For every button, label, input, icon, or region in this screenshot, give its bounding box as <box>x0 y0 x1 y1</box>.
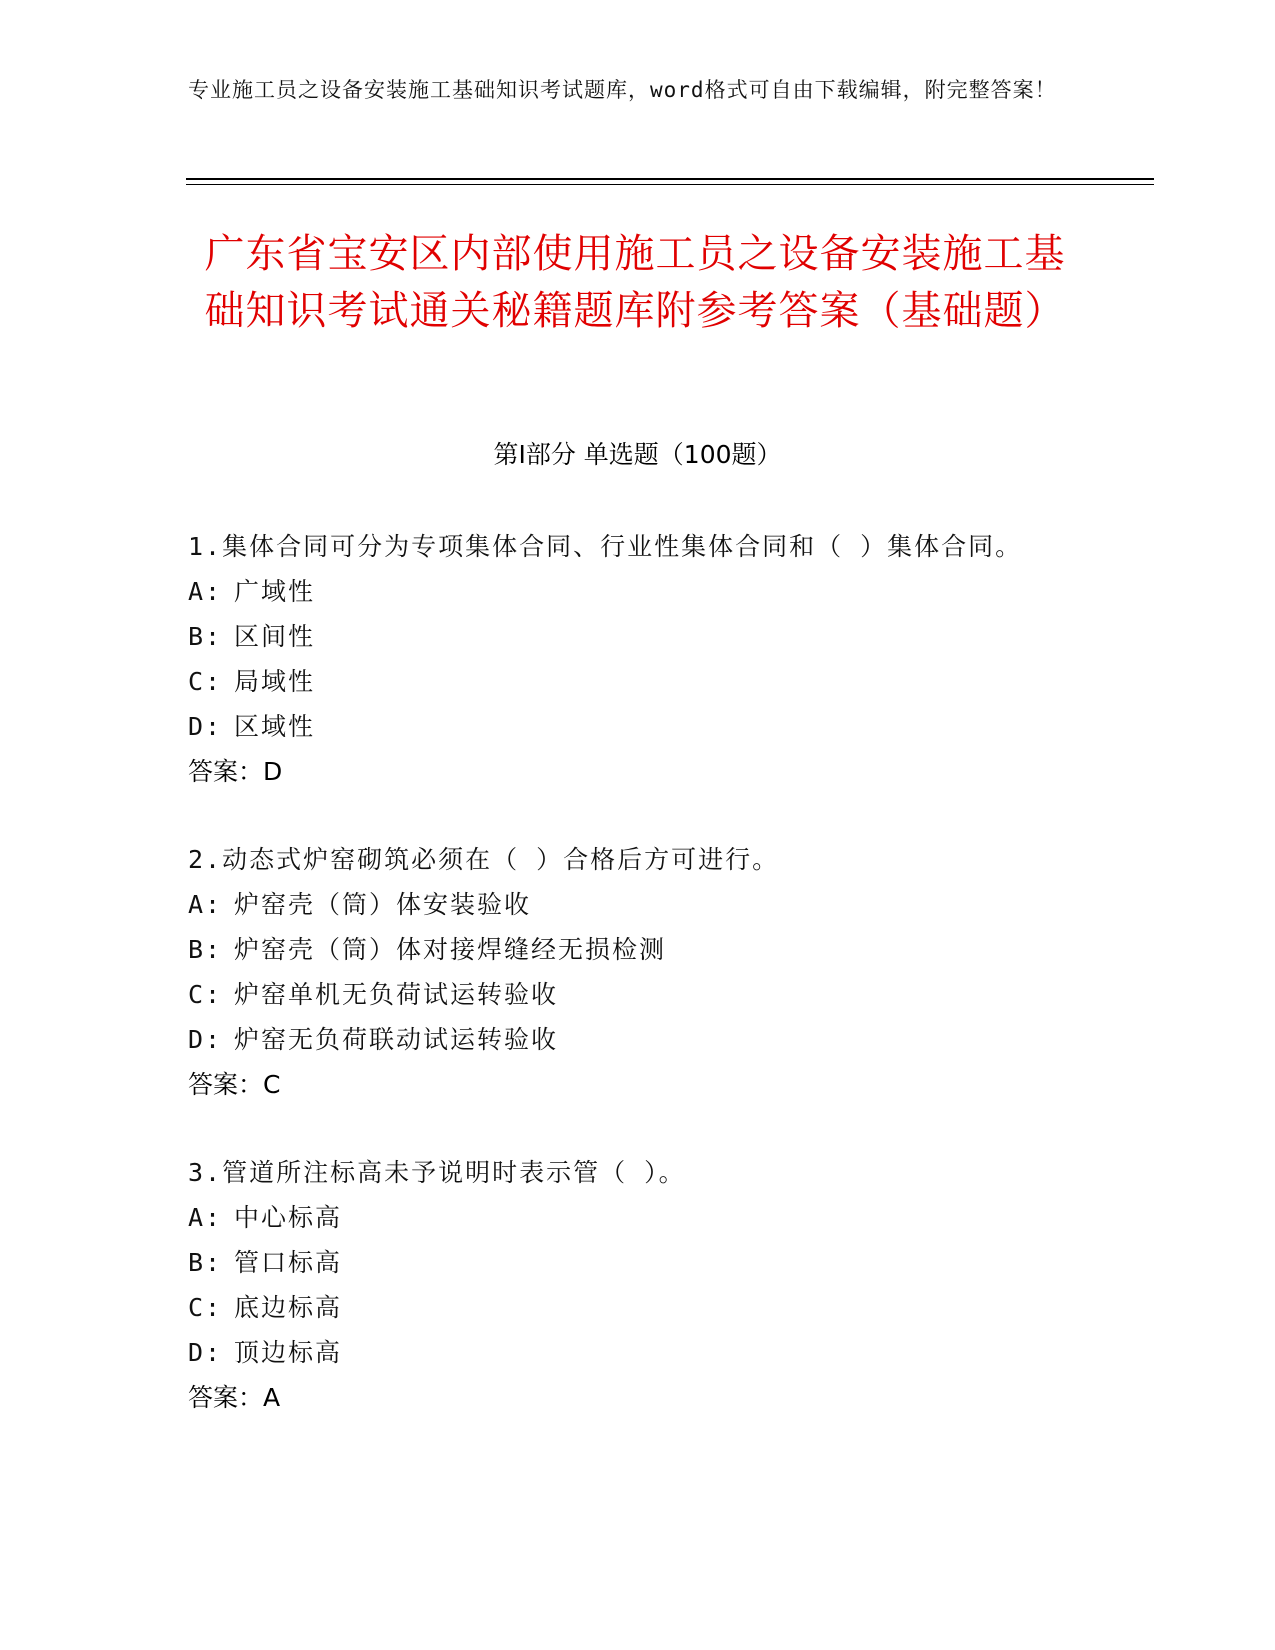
option-text: 管口标高 <box>234 1248 343 1277</box>
option-letter: B: <box>188 1248 223 1277</box>
option-b <box>188 927 1138 972</box>
header-divider-thick <box>186 178 1154 180</box>
option-text: 炉窑壳（筒）体对接焊缝经无损检测 <box>234 935 667 964</box>
option-letter: C: <box>188 667 223 696</box>
question-stem: 1.集体合同可分为专项集体合同、行业性集体合同和（ ）集体合同。 <box>188 532 1023 561</box>
answer-line: 答案：D <box>188 757 283 786</box>
question-1 <box>188 524 1138 794</box>
option-letter: A: <box>188 1203 223 1232</box>
document-title: 广东省宝安区内部使用施工员之设备安装施工基础知识考试通关秘籍题库附参考答案（基础题） <box>204 231 1066 334</box>
option-c <box>188 972 1138 1017</box>
question-3 <box>188 1150 1138 1420</box>
option-letter: B: <box>188 935 223 964</box>
option-letter: A: <box>188 890 223 919</box>
option-text: 区域性 <box>234 712 316 741</box>
question-list <box>188 524 1138 1463</box>
answer-line: 答案：C <box>188 1070 281 1099</box>
option-letter: C: <box>188 980 223 1009</box>
question-stem: 3.管道所注标高未予说明时表示管（ ）。 <box>188 1158 686 1187</box>
section-heading: 第Ⅰ部分 单选题（100题） <box>493 440 782 469</box>
option-letter: D: <box>188 1025 223 1054</box>
option-text: 区间性 <box>234 622 316 651</box>
option-b <box>188 614 1138 659</box>
option-text: 炉窑单机无负荷试运转验收 <box>234 980 559 1009</box>
option-c <box>188 1285 1138 1330</box>
answer-line: 答案：A <box>188 1383 281 1412</box>
option-letter: A: <box>188 577 223 606</box>
option-a <box>188 1195 1138 1240</box>
option-letter: D: <box>188 712 223 741</box>
header-divider-thin <box>186 184 1154 185</box>
option-d <box>188 704 1138 749</box>
question-2 <box>188 837 1138 1107</box>
option-c <box>188 659 1138 704</box>
option-text: 炉窑无负荷联动试运转验收 <box>234 1025 559 1054</box>
option-letter: C: <box>188 1293 223 1322</box>
option-text: 广域性 <box>234 577 316 606</box>
option-text: 底边标高 <box>234 1293 343 1322</box>
option-a <box>188 569 1138 614</box>
option-text: 局域性 <box>234 667 316 696</box>
option-text: 炉窑壳（筒）体安装验收 <box>234 890 532 919</box>
question-stem: 2.动态式炉窑砌筑必须在（ ）合格后方可进行。 <box>188 845 780 874</box>
header-note: 专业施工员之设备安装施工基础知识考试题库，word格式可自由下载编辑，附完整答案！ <box>188 78 1057 102</box>
option-letter: D: <box>188 1338 223 1367</box>
option-d <box>188 1017 1138 1062</box>
option-d <box>188 1330 1138 1375</box>
option-letter: B: <box>188 622 223 651</box>
option-text: 顶边标高 <box>234 1338 343 1367</box>
option-a <box>188 882 1138 927</box>
option-text: 中心标高 <box>234 1203 343 1232</box>
option-b <box>188 1240 1138 1285</box>
